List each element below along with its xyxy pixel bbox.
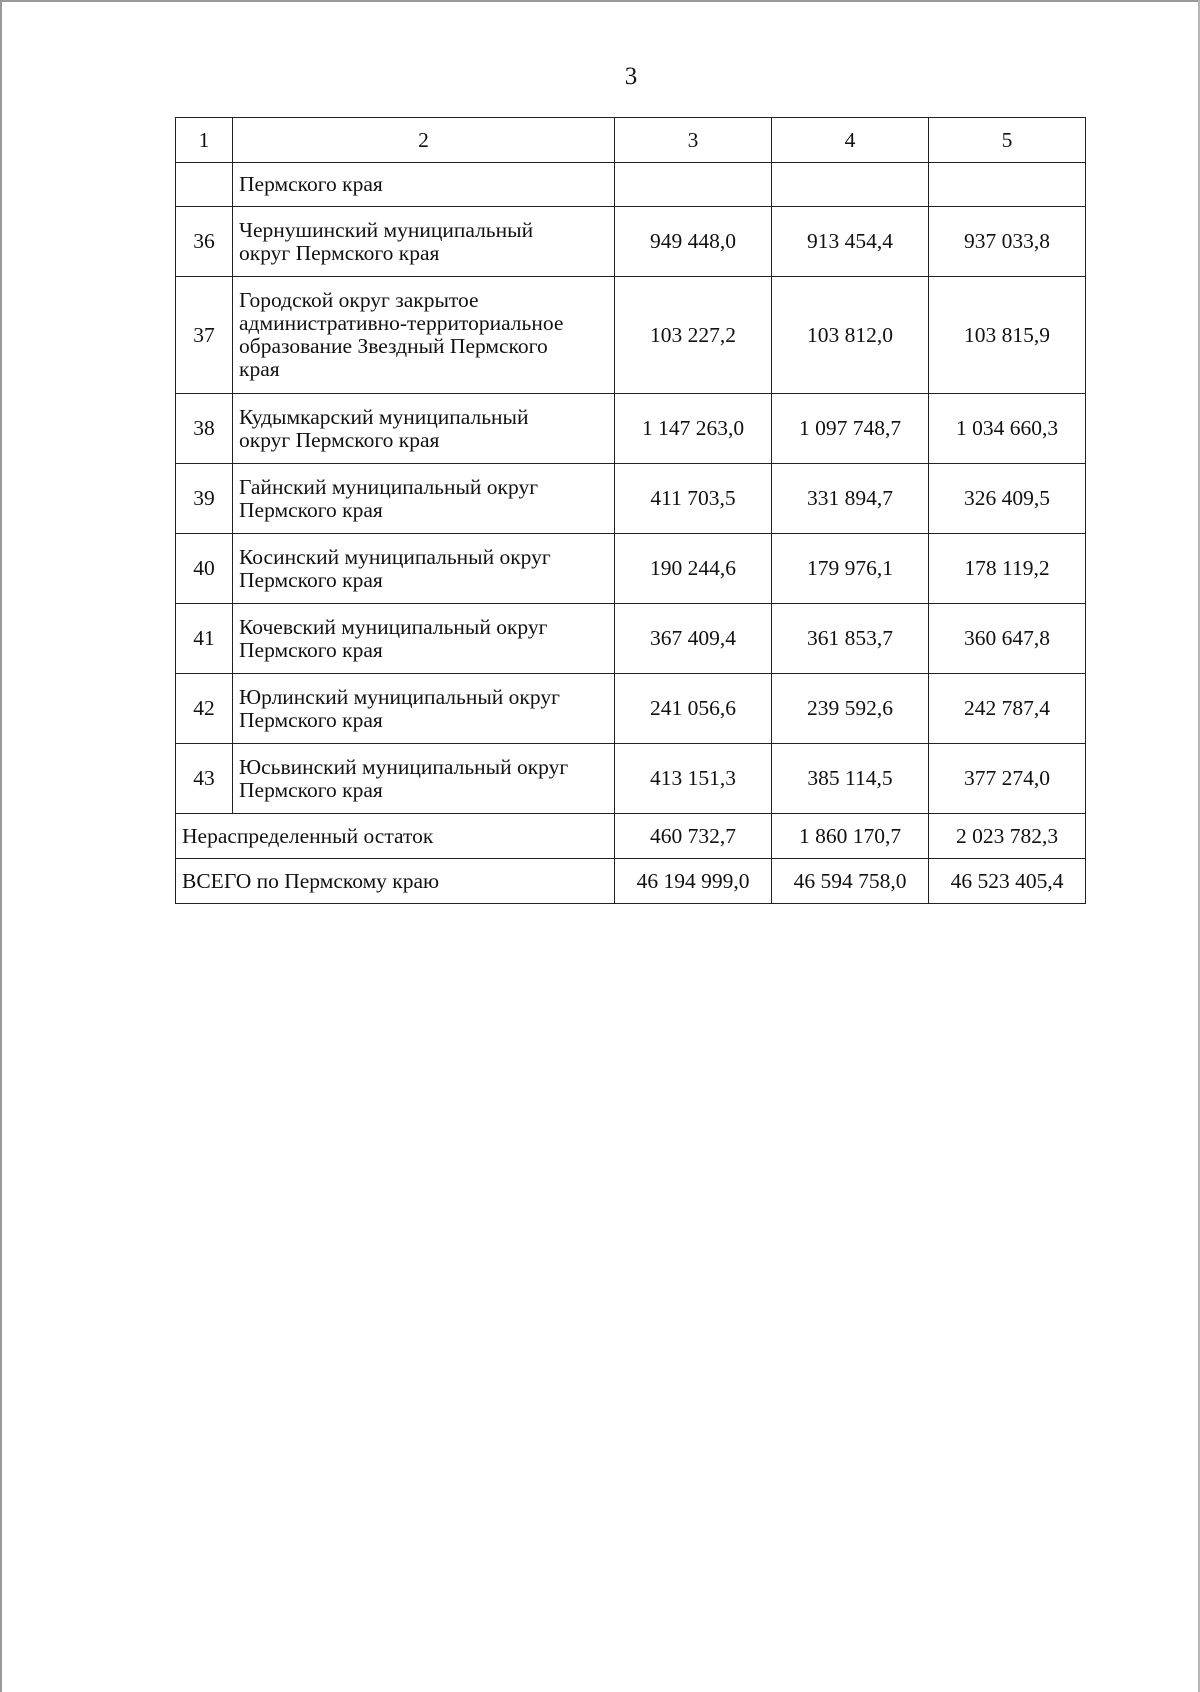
row-number: 36	[176, 207, 233, 277]
value-col-3: 103 227,2	[615, 277, 772, 394]
value-col-5: 1 034 660,3	[929, 394, 1086, 464]
name-line: Кочевский муниципальный округ	[239, 614, 548, 639]
name-line: Пермского края	[239, 497, 383, 522]
row-number: 41	[176, 604, 233, 674]
continuation-value-4	[772, 163, 929, 207]
table-row	[176, 534, 1086, 604]
name-line: Пермского края	[239, 567, 383, 592]
municipality-name	[233, 674, 615, 744]
value-col-5: 178 119,2	[929, 534, 1086, 604]
municipality-name	[233, 207, 615, 277]
value-col-4: 1 097 748,7	[772, 394, 929, 464]
total-value-3: 46 194 999,0	[615, 859, 772, 904]
value-col-4: 239 592,6	[772, 674, 929, 744]
name-line: образование Звездный Пермского	[239, 334, 548, 358]
name-line: округ Пермского края	[239, 427, 440, 452]
value-col-4: 913 454,4	[772, 207, 929, 277]
name-line: Кудымкарский муниципальный	[239, 404, 529, 429]
header-row	[176, 118, 1086, 163]
municipality-name	[233, 394, 615, 464]
municipality-name	[233, 277, 615, 394]
name-line: Пермского края	[239, 637, 383, 662]
unallocated-label: Нераспределенный остаток	[176, 814, 615, 859]
scan-edge-top	[0, 0, 1200, 2]
value-col-3: 1 147 263,0	[615, 394, 772, 464]
municipality-name	[233, 464, 615, 534]
value-col-5: 377 274,0	[929, 744, 1086, 814]
name-line: Юсьвинский муниципальный округ	[239, 754, 569, 779]
value-col-4: 361 853,7	[772, 604, 929, 674]
name-line: Юрлинский муниципальный округ	[239, 684, 560, 709]
value-col-4: 385 114,5	[772, 744, 929, 814]
value-col-5: 103 815,9	[929, 277, 1086, 394]
row-number: 38	[176, 394, 233, 464]
value-col-3: 413 151,3	[615, 744, 772, 814]
unallocated-value-4: 1 860 170,7	[772, 814, 929, 859]
unallocated-value-3: 460 732,7	[615, 814, 772, 859]
value-col-3: 190 244,6	[615, 534, 772, 604]
header-col-1: 1	[176, 118, 233, 163]
continuation-value-5	[929, 163, 1086, 207]
header-col-5: 5	[929, 118, 1086, 163]
name-line: административно-территориальное	[239, 311, 564, 335]
page-number: 3	[624, 63, 638, 90]
table-row	[176, 464, 1086, 534]
name-line: округ Пермского края	[239, 240, 440, 265]
value-col-3: 367 409,4	[615, 604, 772, 674]
continuation-row	[176, 163, 1086, 207]
header-col-4: 4	[772, 118, 929, 163]
name-line: края	[239, 357, 280, 381]
name-line: Гайнский муниципальный округ	[239, 474, 539, 499]
budget-table	[175, 117, 1086, 904]
header-col-3: 3	[615, 118, 772, 163]
total-value-5: 46 523 405,4	[929, 859, 1086, 904]
continuation-value-3	[615, 163, 772, 207]
table-row	[176, 674, 1086, 744]
table-row	[176, 277, 1086, 394]
row-number: 43	[176, 744, 233, 814]
total-value-4: 46 594 758,0	[772, 859, 929, 904]
total-row	[176, 859, 1086, 904]
table-row	[176, 207, 1086, 277]
continuation-num-cell	[176, 163, 233, 207]
value-col-5: 360 647,8	[929, 604, 1086, 674]
value-col-3: 241 056,6	[615, 674, 772, 744]
value-col-3: 411 703,5	[615, 464, 772, 534]
row-number: 42	[176, 674, 233, 744]
name-line: Косинский муниципальный округ	[239, 544, 551, 569]
table-body	[176, 118, 1086, 904]
value-col-5: 242 787,4	[929, 674, 1086, 744]
name-line: Пермского края	[239, 777, 383, 802]
value-col-4: 331 894,7	[772, 464, 929, 534]
header-col-2: 2	[233, 118, 615, 163]
table-row	[176, 744, 1086, 814]
row-number: 37	[176, 277, 233, 394]
unallocated-row	[176, 814, 1086, 859]
value-col-4: 103 812,0	[772, 277, 929, 394]
total-label: ВСЕГО по Пермскому краю	[176, 859, 615, 904]
name-line: Пермского края	[239, 707, 383, 732]
name-line: Городской округ закрытое	[239, 288, 479, 312]
row-number: 39	[176, 464, 233, 534]
municipality-name	[233, 604, 615, 674]
unallocated-value-5: 2 023 782,3	[929, 814, 1086, 859]
municipality-name	[233, 534, 615, 604]
row-number: 40	[176, 534, 233, 604]
value-col-5: 326 409,5	[929, 464, 1086, 534]
scan-edge-left	[0, 0, 2, 1692]
value-col-4: 179 976,1	[772, 534, 929, 604]
continuation-name-cell: Пермского края	[233, 163, 615, 207]
value-col-5: 937 033,8	[929, 207, 1086, 277]
value-col-3: 949 448,0	[615, 207, 772, 277]
table-row	[176, 604, 1086, 674]
table-row	[176, 394, 1086, 464]
municipality-name	[233, 744, 615, 814]
name-line: Чернушинский муниципальный	[239, 217, 534, 242]
